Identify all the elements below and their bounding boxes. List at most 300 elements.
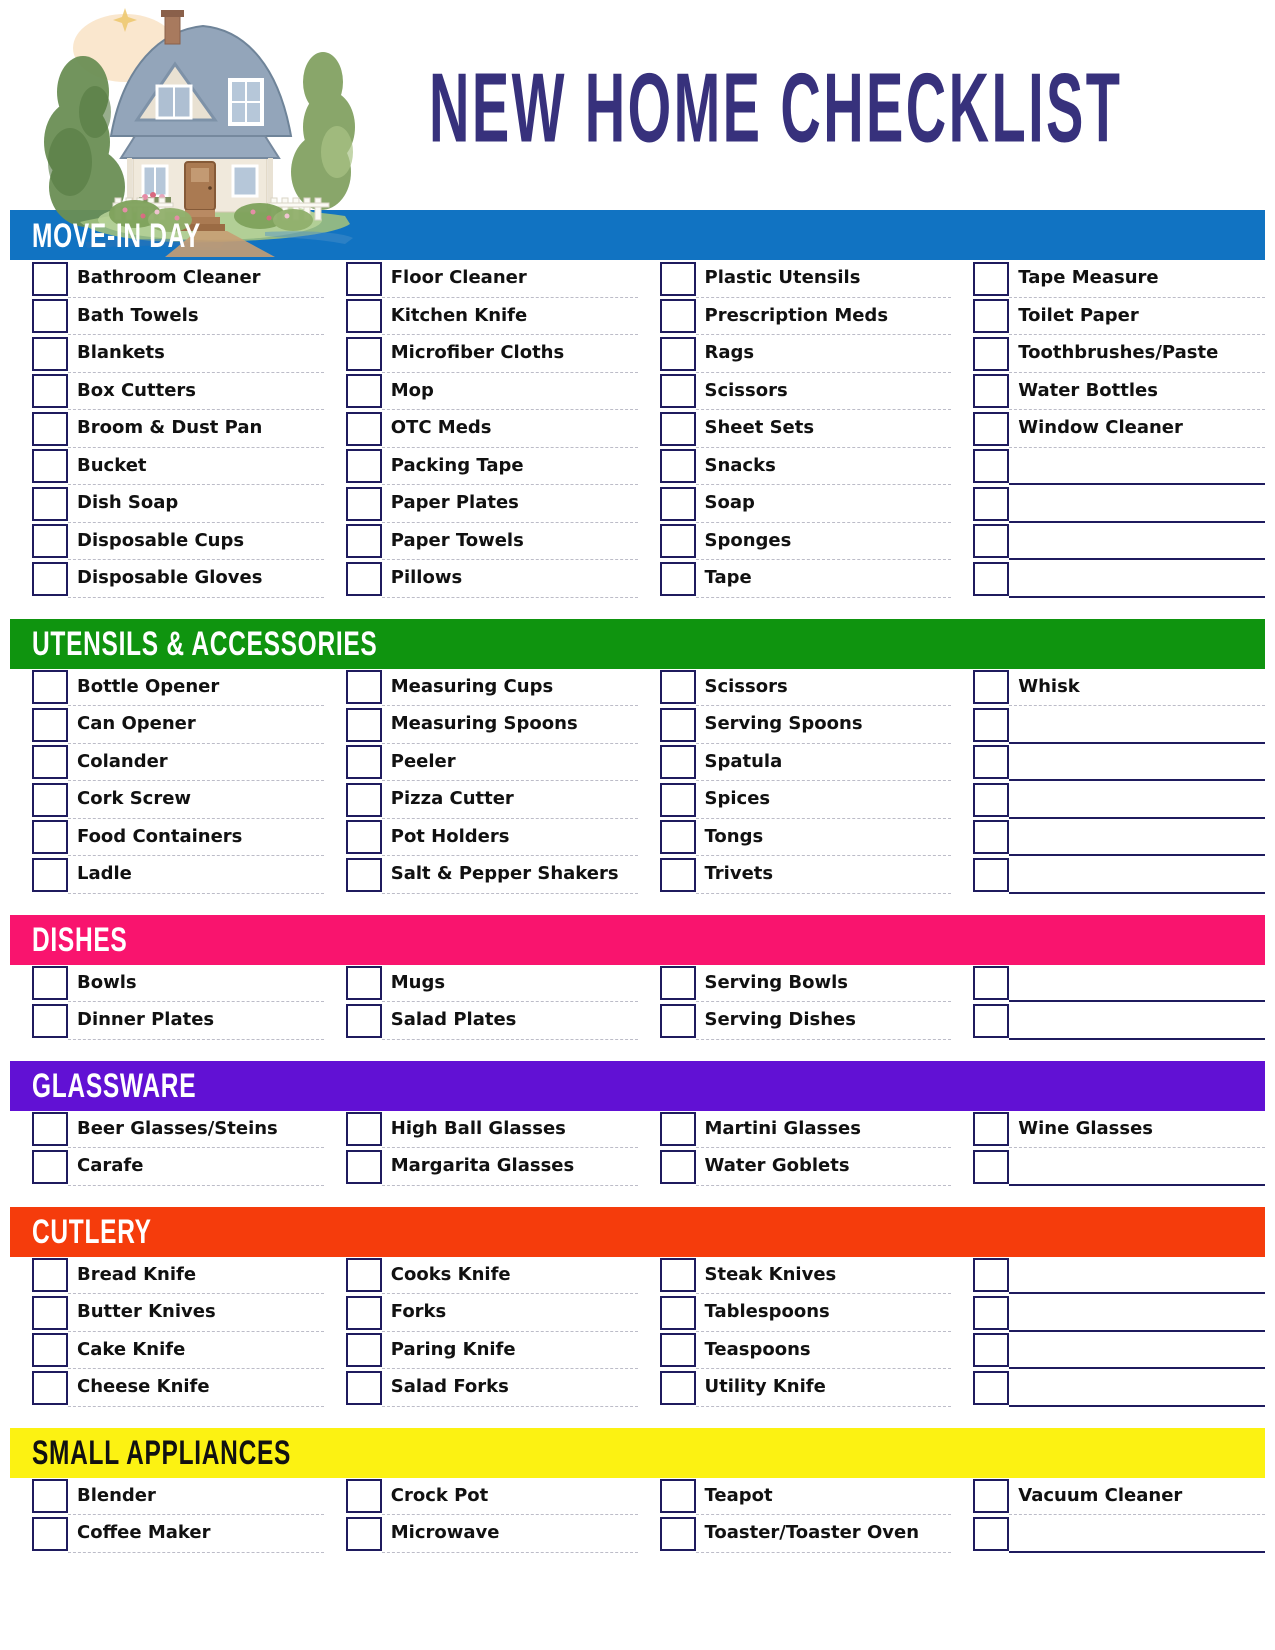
checklist-cell [951,819,1265,857]
checkbox-disposable-gloves[interactable] [32,562,68,596]
checklist-cell [10,1257,324,1295]
section-glassware [10,1061,1265,1186]
checkbox-martini-glasses[interactable] [660,1112,696,1146]
item-label: Measuring Cups [382,669,638,707]
section-title: CUTLERY [32,1212,152,1252]
checkbox-toothbrushes-paste[interactable] [973,337,1009,371]
item-label: Broom & Dust Pan [68,410,324,448]
checkbox-bucket[interactable] [32,449,68,483]
checklist-cell [324,485,638,523]
checklist-cell [10,1515,324,1553]
checkbox-blank-c4-r1[interactable] [973,966,1009,1000]
checklist-cell [10,744,324,782]
item-label: Dinner Plates [68,1002,324,1040]
checklist-cell [951,1294,1265,1332]
checkbox-water-goblets[interactable] [660,1150,696,1184]
checkbox-otc-meds[interactable] [346,412,382,446]
checkbox-spatula[interactable] [660,745,696,779]
checkbox-mugs[interactable] [346,966,382,1000]
item-label: Colander [68,744,324,782]
checklist-cell [324,1478,638,1516]
checkbox-blank-c4-r2[interactable] [973,1004,1009,1038]
checklist-cell [638,410,952,448]
checklist-cell [951,856,1265,894]
section-header-move-in-day [10,210,1265,260]
item-label: Salad Forks [382,1369,638,1407]
checklist-cell [10,298,324,336]
checkbox-prescription-meds[interactable] [660,299,696,333]
item-label: Spices [696,781,952,819]
blank-line [1009,819,1265,857]
checklist-cell [951,448,1265,486]
checklist-cell [10,1294,324,1332]
checklist-cell [10,965,324,1003]
section-utensils-accessories [10,619,1265,894]
checklist-cell [324,448,638,486]
blank-line [1009,1257,1265,1295]
checkbox-paper-plates[interactable] [346,487,382,521]
checkbox-dish-soap[interactable] [32,487,68,521]
checklist-cell [10,560,324,598]
checklist-cell [10,856,324,894]
checklist-cell [10,260,324,298]
blank-line [1009,744,1265,782]
item-label: Microwave [382,1515,638,1553]
checklist-cell [638,856,952,894]
checklist-cell [10,523,324,561]
checklist-cell [10,781,324,819]
checkbox-bowls[interactable] [32,966,68,1000]
item-label: Pot Holders [382,819,638,857]
item-label: Margarita Glasses [382,1148,638,1186]
checklist-cell [638,1369,952,1407]
item-label: Blender [68,1478,324,1516]
item-label: Toothbrushes/Paste [1009,335,1265,373]
checklist-cell [951,744,1265,782]
item-label: Bucket [68,448,324,486]
checkbox-cheese-knife[interactable] [32,1371,68,1405]
checklist-cell [638,819,952,857]
checkbox-food-containers[interactable] [32,820,68,854]
item-label: Cooks Knife [382,1257,638,1295]
checklist-cell [951,373,1265,411]
section-move-in-day [10,210,1265,598]
checklist-cell [951,1515,1265,1553]
checkbox-toaster-toaster-oven[interactable] [660,1517,696,1551]
checklist-cell [638,1002,952,1040]
item-label: Microfiber Cloths [382,335,638,373]
checkbox-blank-c4-r9[interactable] [973,562,1009,596]
checklist-cell [10,1332,324,1370]
checkbox-colander[interactable] [32,745,68,779]
checklist-cell [951,260,1265,298]
checkbox-packing-tape[interactable] [346,449,382,483]
checkbox-salad-plates[interactable] [346,1004,382,1038]
checklist-cell [951,560,1265,598]
checklist-cell [324,1332,638,1370]
item-label: Toaster/Toaster Oven [696,1515,952,1553]
checkbox-sponges[interactable] [660,524,696,558]
checklist-cell [638,1111,952,1149]
item-label: Salt & Pepper Shakers [382,856,638,894]
item-label: Serving Spoons [696,706,952,744]
checkbox-soap[interactable] [660,487,696,521]
item-label: Packing Tape [382,448,638,486]
item-label: Water Goblets [696,1148,952,1186]
checkbox-ladle[interactable] [32,858,68,892]
item-label: Tape Measure [1009,260,1265,298]
checkbox-high-ball-glasses[interactable] [346,1112,382,1146]
item-label: Pizza Cutter [382,781,638,819]
checkbox-salad-forks[interactable] [346,1371,382,1405]
checklist-cell [638,669,952,707]
section-grid [10,965,1265,1040]
checkbox-kitchen-knife[interactable] [346,299,382,333]
checklist-cell [951,1478,1265,1516]
section-grid [10,260,1265,598]
item-label: Disposable Cups [68,523,324,561]
item-label: Peeler [382,744,638,782]
checkbox-tongs[interactable] [660,820,696,854]
checklist-cell [638,373,952,411]
section-header-glassware [10,1061,1265,1111]
checkbox-serving-dishes[interactable] [660,1004,696,1038]
checkbox-pillows[interactable] [346,562,382,596]
checklist-cell [951,410,1265,448]
checklist-cell [10,485,324,523]
blank-line [1009,1369,1265,1407]
checkbox-wine-glasses[interactable] [973,1112,1009,1146]
checklist-cell [951,298,1265,336]
checklist-cell [10,706,324,744]
checkbox-bathroom-cleaner[interactable] [32,262,68,296]
checklist-cell [638,1515,952,1553]
checkbox-coffee-maker[interactable] [32,1517,68,1551]
blank-line [1009,1002,1265,1040]
checklist-cell [638,1294,952,1332]
checkbox-butter-knives[interactable] [32,1296,68,1330]
checklist-cell [638,744,952,782]
checkbox-blank-c4-r4[interactable] [973,783,1009,817]
checklist-cell [10,1369,324,1407]
checkbox-measuring-cups[interactable] [346,670,382,704]
item-label: Bath Towels [68,298,324,336]
checkbox-peeler[interactable] [346,745,382,779]
item-label: Soap [696,485,952,523]
checkbox-serving-spoons[interactable] [660,708,696,742]
checklist-cell [324,373,638,411]
checklist-cell [324,523,638,561]
section-header-small-appliances [10,1428,1265,1478]
item-label: Window Cleaner [1009,410,1265,448]
checkbox-blank-c4-r8[interactable] [973,524,1009,558]
section-title: SMALL APPLIANCES [32,1433,292,1473]
checkbox-sheet-sets[interactable] [660,412,696,446]
checkbox-trivets[interactable] [660,858,696,892]
checkbox-toilet-paper[interactable] [973,299,1009,333]
checkbox-blank-c4-r3[interactable] [973,745,1009,779]
checkbox-carafe[interactable] [32,1150,68,1184]
checkbox-steak-knives[interactable] [660,1258,696,1292]
checklist-cell [951,485,1265,523]
blank-line [1009,485,1265,523]
item-label: Martini Glasses [696,1111,952,1149]
item-label: Snacks [696,448,952,486]
checkbox-window-cleaner[interactable] [973,412,1009,446]
checklist-cell [638,298,952,336]
checklist-cell [10,448,324,486]
checklist-cell [638,485,952,523]
item-label: Tongs [696,819,952,857]
checklist-cell [324,965,638,1003]
checkbox-blank-c4-r3[interactable] [973,1333,1009,1367]
blank-line [1009,856,1265,894]
checkbox-floor-cleaner[interactable] [346,262,382,296]
checkbox-plastic-utensils[interactable] [660,262,696,296]
checkbox-blank-c4-r2[interactable] [973,708,1009,742]
checkbox-blank-c4-r1[interactable] [973,1258,1009,1292]
item-label: Tablespoons [696,1294,952,1332]
item-label: Paper Towels [382,523,638,561]
checklist-cell [324,856,638,894]
section-small-appliances [10,1428,1265,1553]
checkbox-pot-holders[interactable] [346,820,382,854]
checkbox-blankets[interactable] [32,337,68,371]
section-dishes [10,915,1265,1040]
checkbox-can-opener[interactable] [32,708,68,742]
checkbox-paring-knife[interactable] [346,1333,382,1367]
item-label: Beer Glasses/Steins [68,1111,324,1149]
checklist-cell [10,373,324,411]
checklist-cell [951,669,1265,707]
checkbox-measuring-spoons[interactable] [346,708,382,742]
checklist-cell [638,523,952,561]
checkbox-blank-c4-r7[interactable] [973,487,1009,521]
checkbox-bath-towels[interactable] [32,299,68,333]
item-label: Serving Bowls [696,965,952,1003]
sections [10,210,1265,1553]
item-label: Paring Knife [382,1332,638,1370]
checklist-cell [638,1257,952,1295]
item-label: Trivets [696,856,952,894]
item-label: OTC Meds [382,410,638,448]
item-label: Paper Plates [382,485,638,523]
item-label: Cheese Knife [68,1369,324,1407]
checklist-cell [951,1111,1265,1149]
item-label: Whisk [1009,669,1265,707]
page-title: NEW HOME CHECKLIST [429,53,1123,163]
checkbox-bottle-opener[interactable] [32,670,68,704]
checklist-cell [638,448,952,486]
item-label: Bowls [68,965,324,1003]
checkbox-microfiber-cloths[interactable] [346,337,382,371]
section-title: DISHES [32,920,128,960]
item-label: Steak Knives [696,1257,952,1295]
item-label: Wine Glasses [1009,1111,1265,1149]
checkbox-box-cutters[interactable] [32,374,68,408]
checklist-cell [10,1478,324,1516]
checklist-cell [951,335,1265,373]
section-grid [10,1478,1265,1553]
item-label: Blankets [68,335,324,373]
checkbox-tape[interactable] [660,562,696,596]
section-grid [10,1257,1265,1407]
checkbox-spices[interactable] [660,783,696,817]
section-grid [10,669,1265,894]
item-label: Mop [382,373,638,411]
checklist-cell [951,781,1265,819]
item-label: High Ball Glasses [382,1111,638,1149]
item-label: Butter Knives [68,1294,324,1332]
checklist-cell [10,1111,324,1149]
section-header-utensils-accessories [10,619,1265,669]
checklist-cell [638,706,952,744]
checklist-cell [951,1148,1265,1186]
checklist-cell [324,1002,638,1040]
checklist-cell [324,1369,638,1407]
checkbox-serving-bowls[interactable] [660,966,696,1000]
item-label: Spatula [696,744,952,782]
item-label: Bread Knife [68,1257,324,1295]
checkbox-snacks[interactable] [660,449,696,483]
item-label: Vacuum Cleaner [1009,1478,1265,1516]
item-label: Scissors [696,373,952,411]
item-label: Serving Dishes [696,1002,952,1040]
blank-line [1009,448,1265,486]
section-cutlery [10,1207,1265,1407]
item-label: Floor Cleaner [382,260,638,298]
checkbox-forks[interactable] [346,1296,382,1330]
checkbox-margarita-glasses[interactable] [346,1150,382,1184]
item-label: Kitchen Knife [382,298,638,336]
checklist-cell [324,781,638,819]
item-label: Disposable Gloves [68,560,324,598]
checkbox-blank-c4-r2[interactable] [973,1517,1009,1551]
checklist-cell [324,298,638,336]
checkbox-teaspoons[interactable] [660,1333,696,1367]
checklist-cell [324,260,638,298]
checklist-cell [638,335,952,373]
item-label: Toilet Paper [1009,298,1265,336]
item-label: Mugs [382,965,638,1003]
checklist-cell [638,260,952,298]
item-label: Scissors [696,669,952,707]
checkbox-mop[interactable] [346,374,382,408]
item-label: Ladle [68,856,324,894]
item-label: Pillows [382,560,638,598]
checkbox-blank-c4-r4[interactable] [973,1371,1009,1405]
checklist-cell [324,1111,638,1149]
checkbox-whisk[interactable] [973,670,1009,704]
item-label: Bottle Opener [68,669,324,707]
blank-line [1009,560,1265,598]
item-label: Teaspoons [696,1332,952,1370]
checkbox-disposable-cups[interactable] [32,524,68,558]
checkbox-crock-pot[interactable] [346,1479,382,1513]
checkbox-blank-c4-r6[interactable] [973,449,1009,483]
item-label: Food Containers [68,819,324,857]
blank-line [1009,965,1265,1003]
checkbox-pizza-cutter[interactable] [346,783,382,817]
checkbox-cork-screw[interactable] [32,783,68,817]
checklist-cell [951,965,1265,1003]
checklist-cell [951,523,1265,561]
item-label: Dish Soap [68,485,324,523]
item-label: Box Cutters [68,373,324,411]
blank-line [1009,1332,1265,1370]
item-label: Water Bottles [1009,373,1265,411]
checklist-cell [324,669,638,707]
checklist-cell [324,744,638,782]
checkbox-utility-knife[interactable] [660,1371,696,1405]
checkbox-tablespoons[interactable] [660,1296,696,1330]
checklist-cell [10,819,324,857]
item-label: Cake Knife [68,1332,324,1370]
item-label: Prescription Meds [696,298,952,336]
checkbox-blender[interactable] [32,1479,68,1513]
blank-line [1009,523,1265,561]
checkbox-teapot[interactable] [660,1479,696,1513]
checkbox-beer-glasses-steins[interactable] [32,1112,68,1146]
checkbox-salt-pepper-shakers[interactable] [346,858,382,892]
checkbox-vacuum-cleaner[interactable] [973,1479,1009,1513]
checklist-cell [951,1369,1265,1407]
item-label: Tape [696,560,952,598]
item-label: Plastic Utensils [696,260,952,298]
checklist-cell [324,1294,638,1332]
blank-line [1009,706,1265,744]
checklist-cell [951,1257,1265,1295]
checklist-cell [638,781,952,819]
checkbox-blank-c4-r2[interactable] [973,1296,1009,1330]
checkbox-rags[interactable] [660,337,696,371]
checkbox-water-bottles[interactable] [973,374,1009,408]
checkbox-scissors[interactable] [660,670,696,704]
item-label: Coffee Maker [68,1515,324,1553]
checkbox-scissors[interactable] [660,374,696,408]
item-label: Measuring Spoons [382,706,638,744]
checkbox-blank-c4-r6[interactable] [973,858,1009,892]
checkbox-cake-knife[interactable] [32,1333,68,1367]
checkbox-dinner-plates[interactable] [32,1004,68,1038]
checklist-cell [324,1515,638,1553]
checklist-cell [324,335,638,373]
checklist-cell [10,410,324,448]
checkbox-broom-dust-pan[interactable] [32,412,68,446]
item-label: Bathroom Cleaner [68,260,324,298]
item-label: Teapot [696,1478,952,1516]
checkbox-paper-towels[interactable] [346,524,382,558]
checkbox-blank-c4-r5[interactable] [973,820,1009,854]
checkbox-microwave[interactable] [346,1517,382,1551]
item-label: Carafe [68,1148,324,1186]
item-label: Cork Screw [68,781,324,819]
checkbox-cooks-knife[interactable] [346,1258,382,1292]
section-title: MOVE-IN DAY [32,216,201,255]
checklist-cell [638,1332,952,1370]
checkbox-blank-c4-r2[interactable] [973,1150,1009,1184]
checkbox-bread-knife[interactable] [32,1258,68,1292]
checklist-cell [951,1332,1265,1370]
checkbox-tape-measure[interactable] [973,262,1009,296]
blank-line [1009,1148,1265,1186]
checklist-cell [10,1148,324,1186]
blank-line [1009,781,1265,819]
checklist-cell [951,1002,1265,1040]
item-label: Can Opener [68,706,324,744]
checklist-cell [638,1478,952,1516]
checklist-cell [10,1002,324,1040]
